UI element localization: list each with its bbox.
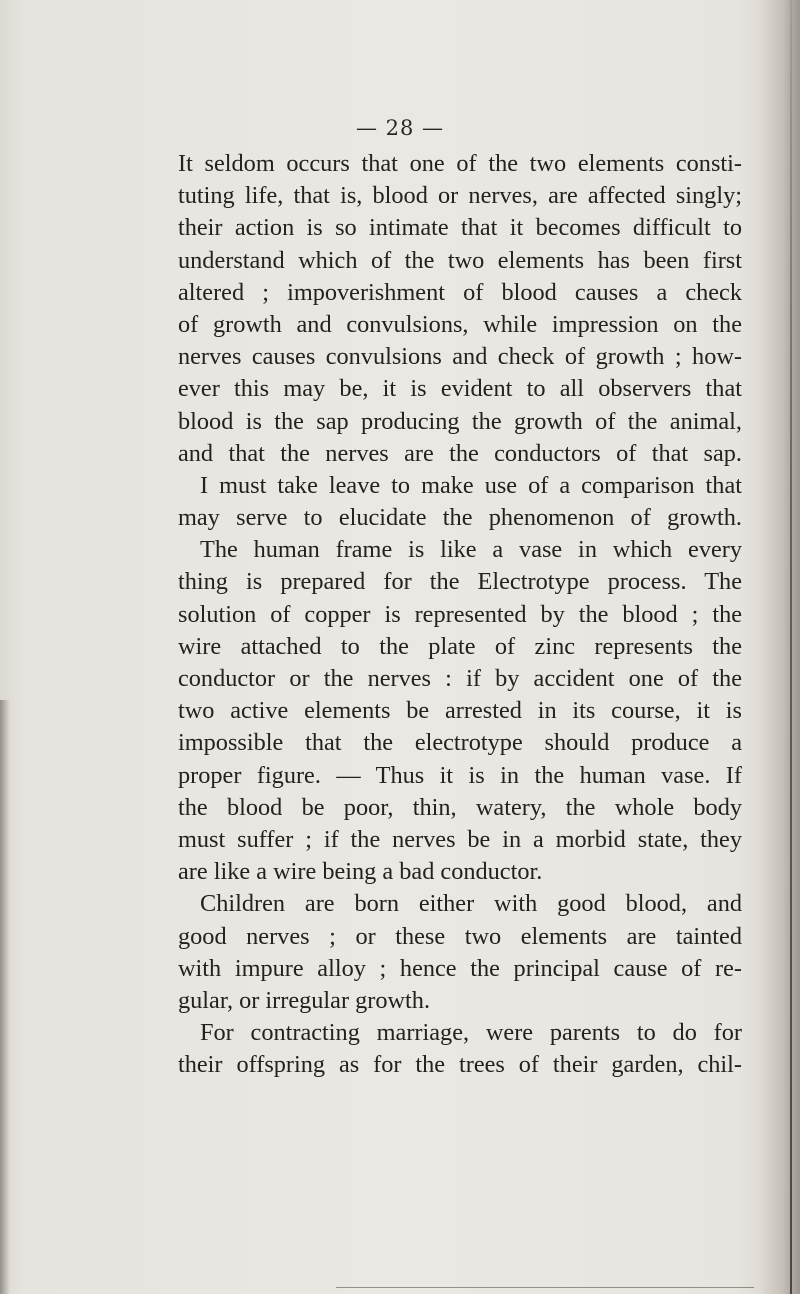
text-line: wire attached to the plate of zinc represents the bbox=[178, 632, 742, 660]
page-bottom-edge bbox=[336, 1287, 754, 1288]
text-line: their action is so intimate that it becomes difficult to bbox=[178, 214, 742, 242]
text-line: nerves causes convulsions and check of growth ; how- bbox=[178, 343, 742, 371]
text-line: altered ; impoverishment of blood causes a check bbox=[178, 278, 742, 306]
text-line: two active elements be arrested in its course, it is bbox=[178, 697, 742, 725]
text-line: The human frame is like a vase in which every bbox=[200, 536, 742, 564]
binding-edge bbox=[790, 0, 792, 1294]
text-line: of growth and convulsions, while impression on the bbox=[178, 310, 742, 338]
text-line: understand which of the two elements has been first bbox=[178, 246, 742, 274]
text-line: the blood be poor, thin, watery, the whole body bbox=[178, 793, 742, 821]
text-line: I must take leave to make use of a comparison that bbox=[200, 471, 742, 499]
text-line: It seldom occurs that one of the two elements consti- bbox=[178, 150, 742, 177]
text-line: For contracting marriage, were parents to do for bbox=[200, 1019, 742, 1047]
text-line: are like a wire being a bad conductor. bbox=[178, 858, 543, 886]
text-line: impossible that the electrotype should produce a bbox=[178, 729, 742, 757]
page-number: — 28 — bbox=[355, 116, 445, 140]
text-line: good nerves ; or these two elements are tainted bbox=[178, 922, 742, 950]
text-line: and that the nerves are the conductors of that sap. bbox=[178, 439, 742, 467]
page-shadow-left bbox=[0, 700, 10, 1294]
text-line: with impure alloy ; hence the principal cause of re- bbox=[178, 954, 742, 982]
text-line: must suffer ; if the nerves be in a morbid state, they bbox=[178, 825, 742, 853]
text-line: gular, or irregular growth. bbox=[178, 986, 431, 1014]
text-line: tuting life, that is, blood or nerves, are affected singly; bbox=[178, 182, 742, 210]
text-line: solution of copper is represented by the blood ; the bbox=[178, 600, 742, 628]
text-line: blood is the sap producing the growth of the animal, bbox=[178, 407, 742, 435]
page-shadow-right bbox=[760, 0, 800, 1294]
text-line: their offspring as for the trees of their garden, chil- bbox=[178, 1051, 742, 1079]
text-line: ever this may be, it is evident to all observers that bbox=[178, 375, 742, 403]
text-line: thing is prepared for the Electrotype process. The bbox=[178, 568, 742, 596]
text-line: proper figure. — Thus it is in the human vase. If bbox=[178, 761, 742, 789]
text-line: Children are born either with good blood, and bbox=[200, 890, 742, 918]
body-text bbox=[178, 148, 742, 1081]
text-line: may serve to elucidate the phenomenon of growth. bbox=[178, 504, 742, 532]
text-line: conductor or the nerves : if by accident one of the bbox=[178, 665, 742, 692]
